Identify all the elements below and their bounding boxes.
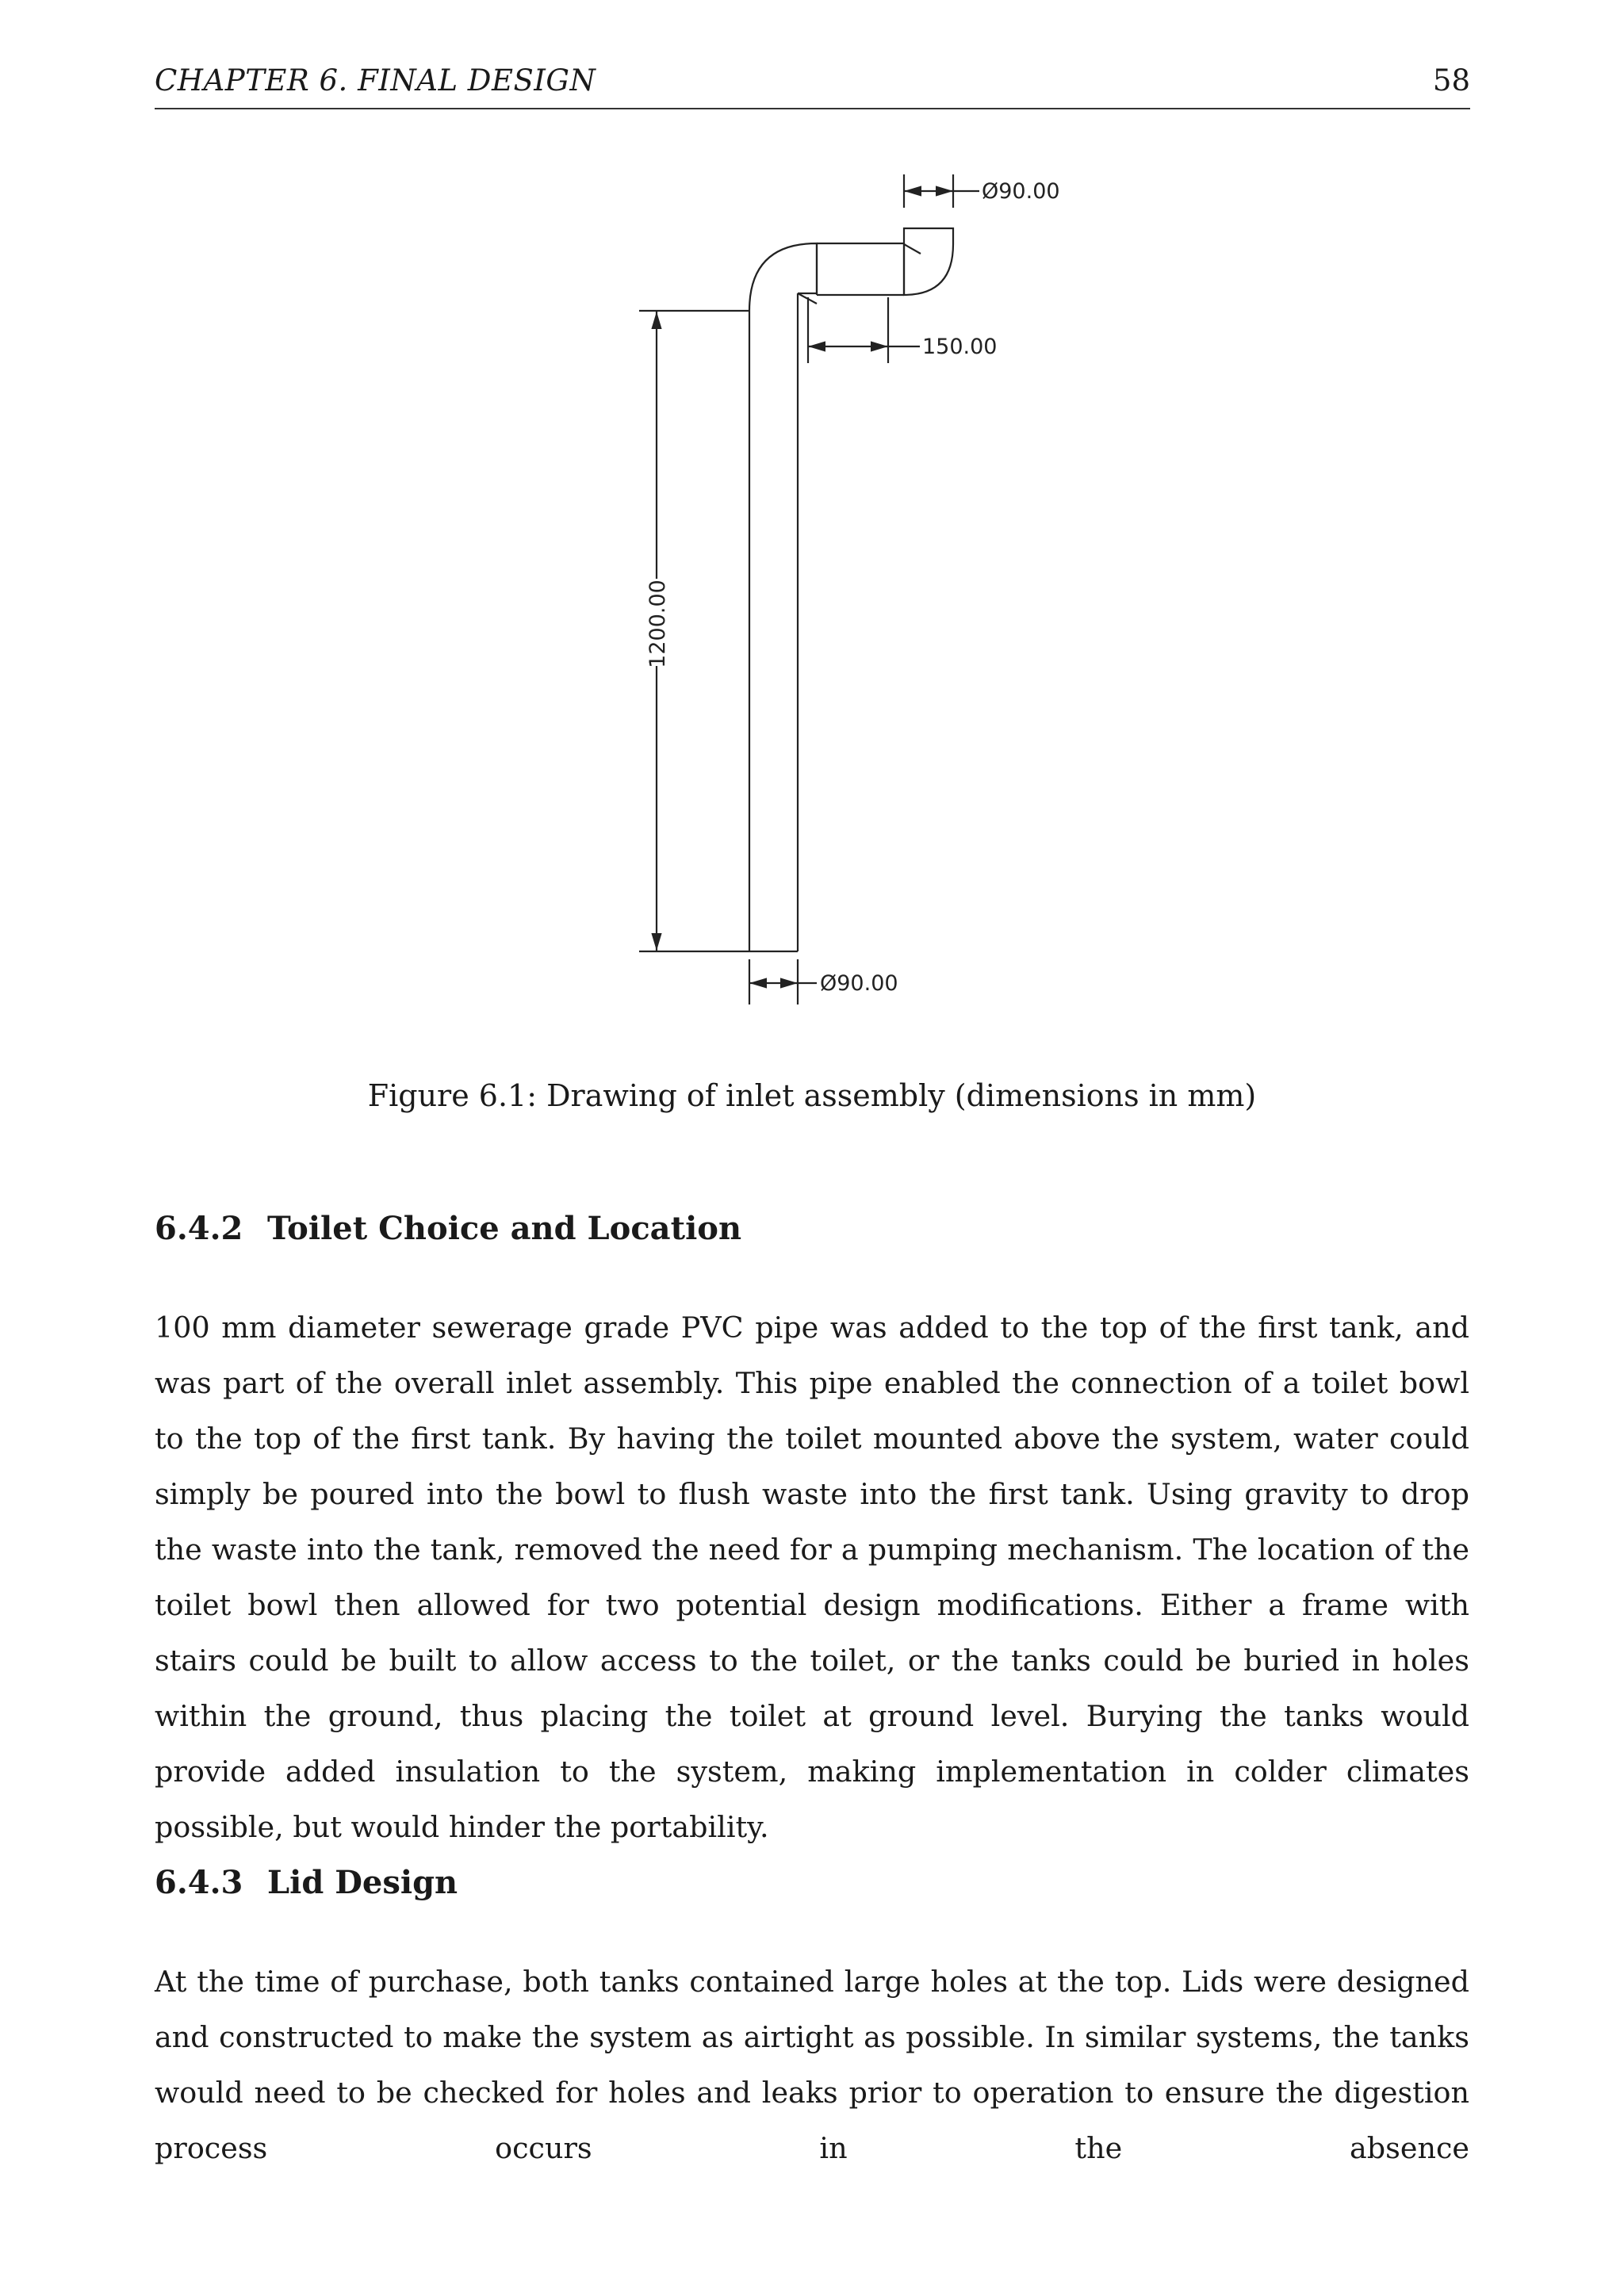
inlet-assembly-figure	[587, 159, 1094, 1015]
bottom-diameter-label: Ø90.00	[820, 971, 898, 996]
vertical-pipe	[749, 293, 798, 951]
section-number: 6.4.3	[155, 1864, 243, 1901]
offset-dimension	[808, 297, 888, 363]
section-title: Lid Design	[267, 1864, 458, 1901]
left-elbow	[749, 243, 817, 311]
offset-label: 150.00	[922, 335, 998, 359]
section-title: Toilet Choice and Location	[267, 1210, 742, 1247]
figure-caption: Figure 6.1: Drawing of inlet assembly (dimensions in mm)	[367, 1078, 1257, 1113]
top-diameter-label: Ø90.00	[982, 179, 1060, 204]
horizontal-pipe	[817, 243, 904, 295]
chapter-title: CHAPTER 6. FINAL DESIGN	[155, 63, 596, 98]
section-heading-6-4-3	[155, 1864, 458, 1901]
section-paragraph: 100 mm diameter sewerage grade PVC pipe was added to the top of the first tank, and was part of the overall inlet assembly. This pipe enabled the connection of a toilet bowl to the top of the first tank. By having the toilet mounted above the system, water could simply be poured into the bowl to flush waste into the first tank. Using gravity to drop the waste into the tank, removed the need for a pumping mechanism. The location of the toilet bowl then allowed for two potential design modifications. Either a frame with stairs could be built to allow access to the toilet, or the tanks could be buried in holes within the ground, thus placing the toilet at ground level. Burying the tanks would provide added insulation to the system, making implementation in colder climates possible, but would hinder the portability.	[155, 1311, 1469, 1844]
inlet-assembly-drawing	[587, 159, 1094, 1015]
bottom-diameter-dimension	[749, 959, 798, 1004]
height-label: 1200.00	[645, 580, 670, 668]
right-elbow	[904, 228, 953, 295]
section-number: 6.4.2	[155, 1210, 243, 1247]
page-number: 58	[1432, 63, 1470, 98]
section-paragraph: At the time of purchase, both tanks contained large holes at the top. Lids were designed and constructed to make the system as airtight as possible. In similar systems, the tanks would need to be checked for holes and leaks prior to operation to ensure the digestion process occurs in the absence	[155, 1965, 1469, 2165]
running-header	[155, 63, 1470, 109]
section-heading-6-4-2	[155, 1210, 741, 1247]
